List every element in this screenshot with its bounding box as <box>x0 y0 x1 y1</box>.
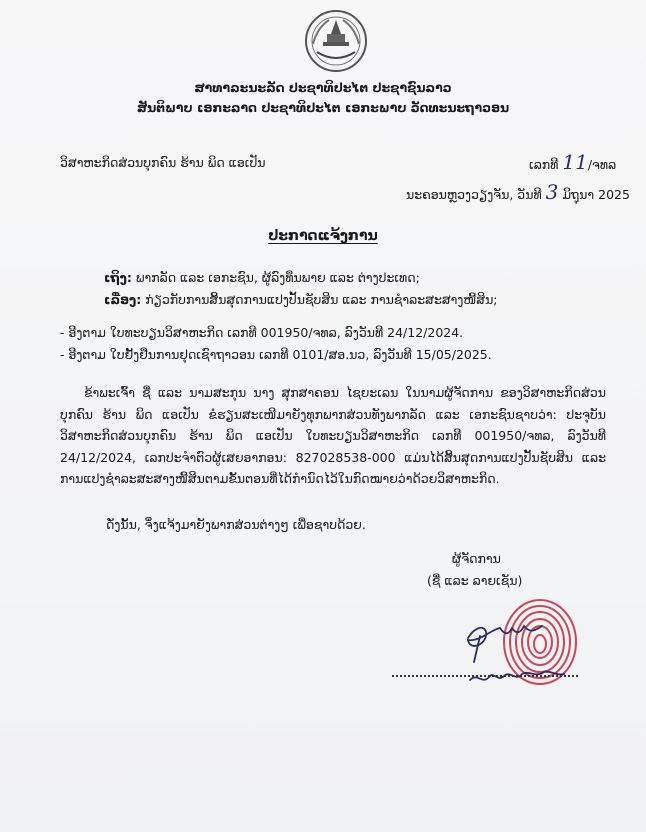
signature-dotted-line <box>392 674 578 677</box>
document-number <box>529 150 616 174</box>
signatory-role: ຜູ້ຈັດການ <box>452 551 501 566</box>
number-value: 11 <box>562 150 588 174</box>
place-date-prefix: ນະຄອນຫຼວງວຽງຈັນ, ວັນທີ <box>406 187 542 202</box>
signatory-note: (ຊື່ ແລະ ລາຍເຊັນ) <box>427 573 523 588</box>
closing-line: ດັ່ງນັ້ນ, ຈຶ່ງແຈ້ງມາຍັງພາກສ່ວນຕ່າງໆ ເພື່ອຊາບດ້ວຍ. <box>106 517 366 532</box>
reference-item: - ອີງຕາມ ໃບຢັ້ງຢືນການຢຸດເຊົາຖາວອນ ເລກທີ 0101/ສອ.ນວ, ລົງວັນທີ 15/05/2025. <box>60 347 492 362</box>
place-date <box>406 180 630 204</box>
addressee-to <box>104 270 420 285</box>
subject-label: ເລື່ອງ: <box>104 292 142 307</box>
reference-item: - ອີງຕາມ ໃບທະບຽນວິສາຫະກິດ ເລກທີ 001950/ຈທລ, ລົງວັນທີ 24/12/2024. <box>60 325 464 340</box>
addressee-subject <box>104 292 498 307</box>
number-label: ເລກທີ <box>529 157 559 172</box>
national-emblem-icon <box>303 8 369 74</box>
date-day: 3 <box>545 180 559 204</box>
to-label: ເຖິງ: <box>104 270 132 285</box>
to-text: ພາກລັດ ແລະ ເອກະຊົນ, ຜູ້ລົງທຶນພາຍ ແລະ ຕ່າງປະເທດ; <box>135 270 420 285</box>
number-suffix: /ຈທລ <box>587 157 617 172</box>
subject-text: ກ່ຽວກັບການສິ້ນສຸດການແປງປັ້ນຊັບສິນ ແລະ ການຊໍາລະສະສາງໜີ້ສິນ; <box>145 292 498 307</box>
state-motto-heading: ສັນຕິພາບ ເອກະລາດ ປະຊາທິປະໄຕ ເອກະພາບ ວັດທະນະຖາວອນ <box>136 100 510 115</box>
page-title: ປະກາດແຈ້ງການ <box>268 228 378 244</box>
company-name: ວິສາຫະກິດສ່ວນບຸກຄົນ ຮ້ານ ພິດ ແອເປັນ <box>60 155 266 170</box>
body-paragraph: ຂ້າພະເຈົ້າ ຊື່ ແລະ ນາມສະກຸນ ນາງ ສຸກສາຄອນ ໄຊຍະເລນ ໃນນາມຜູ້ຈັດການ ຂອງວິສາຫະກິດສ່ວນບຸກຄົນ ຮ້ານ ພິດ ແອເປັນ ຂໍຮຽນສະເໜີມາຍັງທຸກພາກສ່ວນທັງພາກລັດ ແລະ ເອກະຊົນຊາບວ່າ: ປະຈຸບັນ ວິສາຫະກິດສ່ວນບຸກຄົນ ຮ້ານ ພິດ ແອເປັນ ໃບທະບຽນວິສາຫະກິດ ເລກທີ 001950/ຈທລ, ລົງວັນທີ 24/12/2024, ເລກປະຈໍາຕົວຜູ້ເສຍອາກອນ: 827028538-000 ແມ່ນໄດ້ສິ້ນສຸດການແປງປັ້ນຊັບສິນ ແລະ ການແປງຊໍາລະສະສາງໜີ້ສິນຕາມຂັ້ນຕອນທີ່ໄດ້ກໍານົດໄວ້ໃນກົດໝາຍວ່າດ້ວຍວິສາຫະກິດ. <box>60 385 606 486</box>
date-month-year: ມິຖຸນາ 2025 <box>562 187 630 202</box>
state-name-heading: ສາທາລະນະລັດ ປະຊາທິປະໄຕ ປະຊາຊົນລາວ <box>194 80 452 95</box>
